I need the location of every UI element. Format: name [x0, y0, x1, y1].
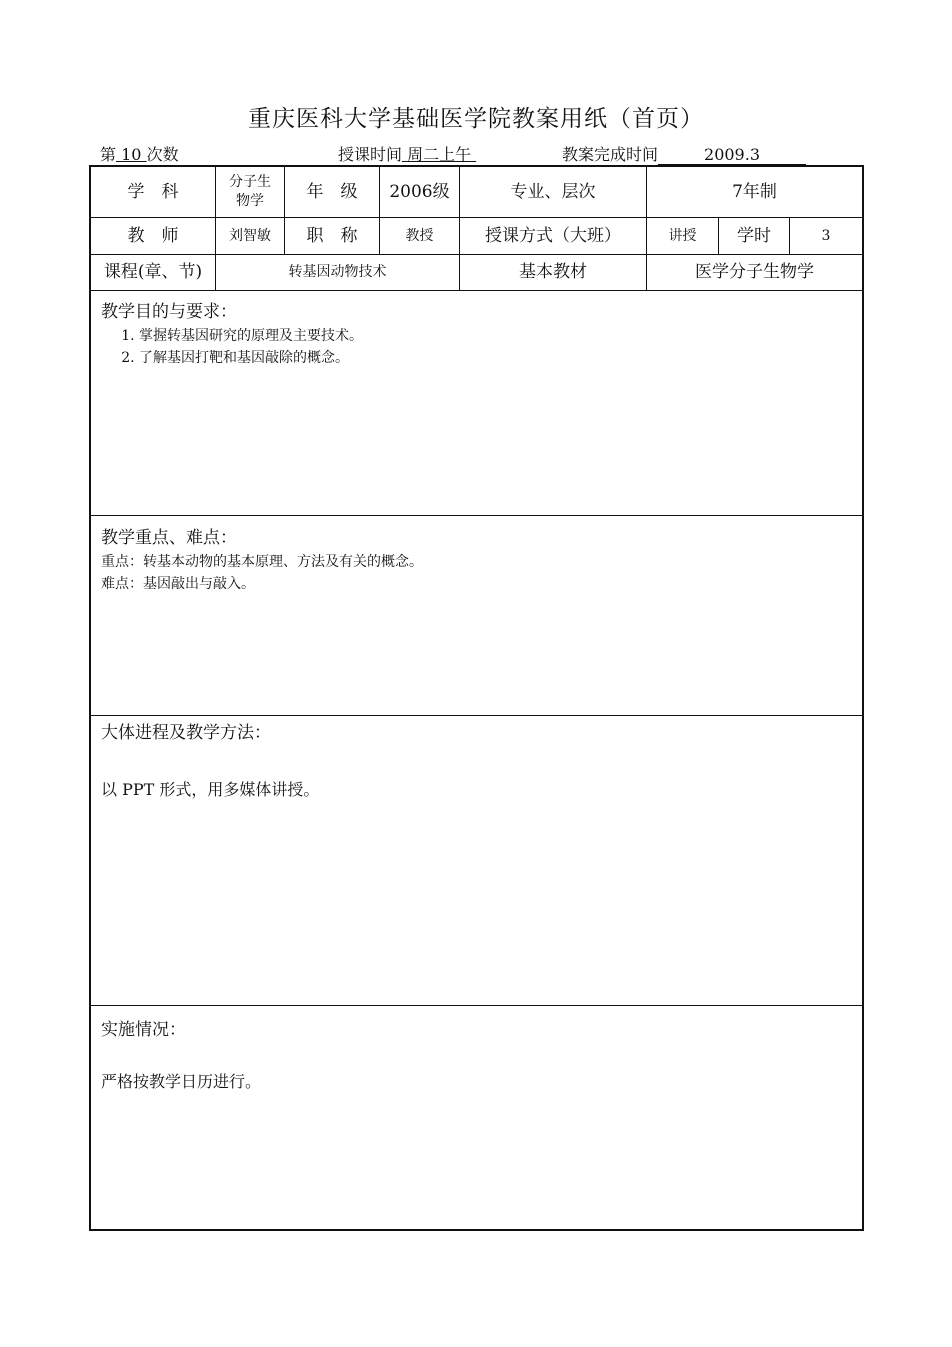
done-time-label: 教案完成时间 [562, 145, 659, 164]
hours-label: 学时 [737, 225, 771, 246]
lesson-no: 10 [121, 145, 142, 164]
rank-value: 教授 [405, 227, 434, 244]
difficulty-line: 难点：基因敲出与敲入。 [101, 576, 255, 592]
lesson-prefix: 第 [100, 145, 117, 164]
textbook-value: 医学分子生物学 [695, 262, 814, 282]
page-title: 重庆医科大学基础医学院教案用纸（首页） [248, 106, 704, 132]
row-divider [91, 290, 862, 291]
class-time-value: 周二上午 [407, 145, 472, 164]
hours-value: 3 [821, 227, 831, 244]
list-item: 1. 掌握转基因研究的原理及主要技术。 [139, 325, 862, 347]
progress-text: 以 PPT 形式，用多媒体讲授。 [101, 780, 320, 799]
course-value: 转基因动物技术 [288, 264, 387, 280]
implementation-text: 严格按教学日历进行。 [101, 1072, 262, 1091]
objectives-heading: 教学目的与要求： [101, 302, 237, 322]
class-time [338, 142, 476, 164]
list-item: 2. 了解基因打靶和基因敲除的概念。 [139, 347, 862, 369]
grade-value: 2006级 [389, 181, 450, 202]
teaching-mode-label: 授课方式（大班） [485, 225, 621, 246]
progress-heading: 大体进程及教学方法： [101, 723, 271, 743]
lesson-plan-form [89, 165, 864, 1231]
section-divider [91, 715, 862, 716]
teaching-mode-value: 讲授 [668, 227, 697, 244]
section-divider [91, 515, 862, 516]
subject-value: 分子生物学 [229, 174, 271, 209]
major-label: 专业、层次 [510, 181, 596, 202]
textbook-label: 基本教材 [519, 262, 587, 282]
lesson-suffix: 次数 [146, 145, 179, 164]
subject-label: 学 科 [127, 181, 179, 202]
done-time-value: 2009.3 [658, 146, 806, 165]
lesson-number [100, 142, 179, 164]
objectives-list [91, 325, 862, 369]
major-value: 7年制 [732, 181, 777, 202]
done-time [562, 142, 806, 164]
key-points-heading: 教学重点、难点： [101, 528, 237, 548]
key-point-line: 重点：转基本动物的基本原理、方法及有关的概念。 [101, 554, 423, 570]
class-time-label: 授课时间 [338, 145, 403, 164]
key-points-body [101, 551, 423, 595]
rank-label: 职 称 [306, 225, 358, 246]
course-label: 课程(章、节) [103, 262, 203, 282]
implementation-heading: 实施情况： [101, 1020, 186, 1040]
grade-label: 年 级 [306, 181, 358, 202]
section-divider [91, 1005, 862, 1006]
teacher-label: 教 师 [127, 225, 179, 246]
teacher-value: 刘智敏 [229, 227, 271, 244]
